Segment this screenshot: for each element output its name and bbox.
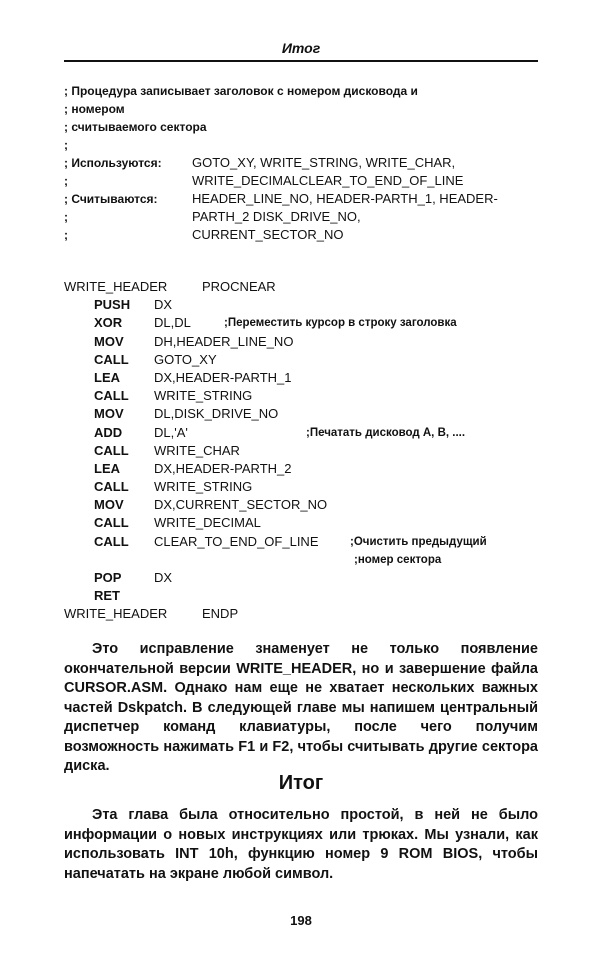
- code-line: [64, 460, 544, 478]
- code-line: [64, 551, 544, 569]
- code-mnemonic: CALL: [94, 442, 129, 458]
- code-comment: ;номер сектора: [354, 553, 442, 566]
- code-mnemonic: LEA: [94, 369, 120, 385]
- code-comment: ;Переместить курсор в строку заголовка: [224, 317, 457, 330]
- comment-line: [64, 118, 544, 136]
- comment-line: [64, 136, 544, 154]
- code-operands: WRITE_STRING: [154, 479, 253, 495]
- comment-value: WRITE_DECIMALCLEAR_TO_END_OF_LINE: [192, 173, 464, 188]
- code-comment: ;Печатать дисковод А, В, ....: [306, 426, 466, 439]
- code-line: [64, 296, 544, 314]
- comment-value: PARTH_2 DISK_DRIVE_NO,: [192, 209, 361, 224]
- code-operands: DX: [154, 297, 173, 313]
- code-mnemonic: XOR: [94, 315, 123, 331]
- code-operands: DX: [154, 570, 173, 585]
- code-line: [64, 278, 544, 296]
- code-mnemonic: MOV: [94, 497, 124, 513]
- code-line: [64, 587, 544, 605]
- comment-line: [64, 154, 544, 172]
- comment-line: [64, 172, 544, 190]
- code-line: [64, 478, 544, 496]
- code-line: [64, 496, 544, 514]
- paragraph-2: Эта глава была относительно простой, в ней не было информации о новых инструкциях или трюках. Мы узнали, как использовать INT 10h, функцию номер 9 ROM BIOS, чтобы напечатать на экране любой символ.: [64, 807, 538, 882]
- code-operands: DH,HEADER_LINE_NO: [154, 333, 294, 349]
- code-line: [64, 314, 544, 332]
- code-mnemonic: LEA: [94, 460, 120, 476]
- code-line: [64, 351, 544, 369]
- comment-prefix: ; считываемого сектора: [64, 120, 207, 134]
- code-comment: ;Очистить предыдущий: [350, 535, 487, 548]
- code-mnemonic: CALL: [94, 388, 129, 404]
- comment-value: HEADER_LINE_NO, HEADER-PARTH_1, HEADER-: [192, 191, 498, 206]
- comment-prefix: ; номером: [64, 102, 125, 116]
- code-line: [64, 569, 544, 587]
- code-mnemonic: CALL: [94, 533, 129, 549]
- comment-prefix: ; Процедура записывает заголовок с номером дисковода и: [64, 84, 418, 98]
- code-label: WRITE_HEADER: [64, 279, 168, 294]
- code-mnemonic: CALL: [94, 515, 129, 531]
- code-operands: WRITE_DECIMAL: [154, 515, 261, 531]
- code-mnemonic: CALL: [94, 351, 129, 367]
- code-mnemonic: ADD: [94, 424, 123, 440]
- section-heading: Итог: [278, 772, 324, 794]
- code-operands: DX,HEADER-PARTH_1: [154, 369, 292, 385]
- code-mnemonic: POP: [94, 570, 122, 585]
- code-mnemonic: MOV: [94, 406, 124, 422]
- comment-prefix: ; Считываются:: [64, 192, 158, 206]
- comment-line: [64, 190, 544, 208]
- code-line: [64, 514, 544, 532]
- code-operands: DX,HEADER-PARTH_2: [154, 460, 292, 476]
- code-line: [64, 442, 544, 460]
- assembly-listing: [64, 278, 544, 624]
- code-comment-block: [64, 82, 544, 244]
- code-operands: ENDP: [202, 606, 239, 622]
- comment-prefix: ;: [64, 174, 68, 188]
- code-operands: DL,DL: [154, 315, 191, 331]
- code-mnemonic: CALL: [94, 479, 129, 495]
- code-operands: DL,DISK_DRIVE_NO: [154, 406, 279, 422]
- code-operands: CLEAR_TO_END_OF_LINE: [154, 533, 319, 549]
- code-mnemonic: RET: [94, 588, 120, 604]
- comment-prefix: ; Используются:: [64, 156, 162, 170]
- running-head: Итог: [281, 40, 321, 56]
- comment-value: GOTO_XY, WRITE_STRING, WRITE_CHAR,: [192, 155, 456, 170]
- code-line: [64, 605, 544, 623]
- comment-line: [64, 208, 544, 226]
- spacer: [64, 551, 354, 569]
- code-line: [64, 387, 544, 405]
- code-line: [64, 533, 544, 551]
- code-mnemonic: MOV: [94, 333, 124, 349]
- comment-line: [64, 82, 544, 100]
- comment-line: [64, 100, 544, 118]
- paragraph-1: Это исправление знаменует не только появление окончательной версии WRITE_HEADER, но и завершение файла CURSOR.ASM. Однако нам еще не хватает нескольких важных частей Dskpatch. В следующей главе мы напишем центральный диспетчер команд клавиатуры, после чего получим возможность нажимать F1 и F2, чтобы считывать другие сектора диска.: [64, 641, 538, 774]
- comment-line: [64, 226, 544, 244]
- code-operands: DL,'A': [154, 424, 188, 440]
- code-line: [64, 369, 544, 387]
- header-rule: [64, 60, 538, 62]
- code-mnemonic: PUSH: [94, 297, 131, 313]
- comment-prefix: ;: [64, 138, 68, 152]
- code-operands: WRITE_CHAR: [154, 442, 240, 458]
- comment-prefix: ;: [64, 210, 68, 224]
- comment-value: CURRENT_SECTOR_NO: [192, 227, 344, 242]
- code-operands: DX,CURRENT_SECTOR_NO: [154, 497, 328, 513]
- code-line: [64, 405, 544, 423]
- code-operands: PROCNEAR: [202, 279, 276, 294]
- code-line: [64, 424, 544, 442]
- code-label: WRITE_HEADER: [64, 606, 168, 622]
- comment-prefix: ;: [64, 228, 68, 242]
- code-operands: WRITE_STRING: [154, 388, 253, 404]
- code-line: [64, 333, 544, 351]
- page-number: 198: [290, 913, 312, 928]
- code-operands: GOTO_XY: [154, 351, 217, 367]
